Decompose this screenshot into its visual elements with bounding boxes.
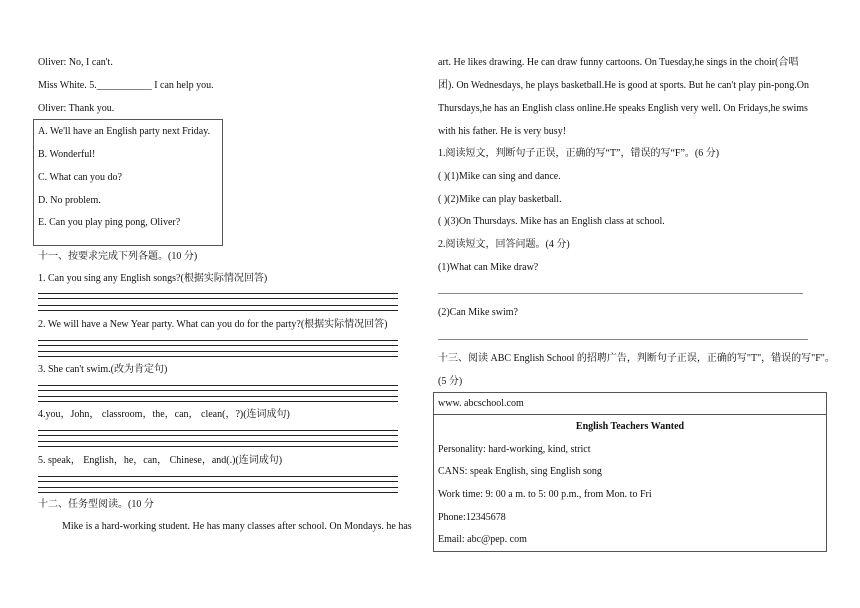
dialog-line-1: Oliver: No, I can't.: [38, 57, 113, 68]
ad-cans: CANS: speak English, sing English song: [438, 466, 602, 477]
answer-line[interactable]: [38, 481, 398, 482]
passage-line-3: Thursdays,he has an English class online.He speaks English very well. On Fridays,he swims: [438, 103, 808, 114]
section-13-score: (5 分): [438, 376, 463, 387]
dialog-line-3: Oliver: Thank you.: [38, 103, 115, 114]
answer-line[interactable]: [38, 435, 398, 436]
ad-heading: English Teachers Wanted: [575, 421, 685, 432]
ad-email: Email: abc@pep. com: [438, 534, 527, 545]
answer-line[interactable]: [38, 293, 398, 294]
answer-line[interactable]: [38, 446, 398, 447]
answer-line[interactable]: [38, 396, 398, 397]
passage-line-4: with his father. He is very busy!: [438, 126, 567, 137]
answer-line[interactable]: [38, 401, 398, 402]
tf-item-1: ( )(1)Mike can sing and dance.: [438, 171, 561, 182]
question-11-2: 2. We will have a New Year party. What can you do for the party?(根据实际情况回答): [38, 319, 388, 330]
option-b: B. Wonderful!: [38, 149, 96, 160]
answer-line[interactable]: [38, 310, 398, 311]
answer-line[interactable]: [38, 476, 398, 477]
answer-line[interactable]: [38, 492, 398, 493]
question-11-3: 3. She can't swim.(改为肯定句): [38, 364, 168, 375]
answer-line[interactable]: [38, 340, 398, 341]
job-advertisement: [433, 392, 827, 552]
answer-line[interactable]: [438, 339, 808, 340]
option-d: D. No problem.: [38, 195, 101, 206]
answer-line[interactable]: [38, 345, 398, 346]
answer-line[interactable]: [38, 487, 398, 488]
answer-line[interactable]: [38, 298, 398, 299]
passage-line-2: 团). On Wednesdays, he plays basketball.He is good at sports. But he can't play pin-pong.On: [438, 80, 810, 91]
answer-line[interactable]: [438, 293, 803, 294]
answer-line[interactable]: [38, 305, 398, 306]
answer-line[interactable]: [38, 441, 398, 442]
answer-line[interactable]: [38, 385, 398, 386]
question-11-5: 5. speak， English，he，can， Chinese，and(.)(连词成句): [38, 455, 283, 466]
option-e: E. Can you play ping pong, Oliver?: [38, 217, 181, 228]
section-11-title: 十一、按要求完成下列各题。(10 分): [38, 251, 198, 262]
question-11-1: 1. Can you sing any English songs?(根据实际情况回答): [38, 273, 268, 284]
section-13-title: 十三、阅读 ABC English School 的招聘广告，判断句子正误，正确的写"T"，错误的写"F"。: [438, 353, 835, 364]
answer-line[interactable]: [38, 356, 398, 357]
tf-item-2: ( )(2)Mike can play basketball.: [438, 194, 562, 205]
passage-line-1: art. He likes drawing. He can draw funny cartoons. On Tuesday,he sings in the choir(合唱: [438, 57, 799, 68]
section-12-title: 十二、任务型阅读。(10 分: [38, 499, 154, 510]
ad-phone: Phone:12345678: [438, 512, 506, 523]
answer-line[interactable]: [38, 390, 398, 391]
option-a: A. We'll have an English party next Friday.: [38, 126, 211, 137]
dialog-line-2: Miss White. 5.___________ I can help you.: [38, 80, 214, 91]
options-box: [33, 119, 223, 246]
ad-divider: [434, 414, 826, 415]
answer-line[interactable]: [38, 430, 398, 431]
answer-line[interactable]: [38, 351, 398, 352]
q2-item-2: (2)Can Mike swim?: [438, 307, 518, 318]
q2-item-1: (1)What can Mike draw?: [438, 262, 539, 273]
tf-item-3: ( )(3)On Thursdays. Mike has an English class at school.: [438, 216, 665, 227]
q1-title: 1.阅读短文，判断句子正误，正确的写“T”，错误的写“F”。(6 分): [438, 148, 720, 159]
q2-title: 2.阅读短文，回答问题。(4 分): [438, 239, 570, 250]
question-11-4: 4.you，John， classroom，the，can， clean(，?)(连词成句): [38, 409, 290, 420]
ad-personality: Personality: hard-working, kind, strict: [438, 444, 591, 455]
ad-work-time: Work time: 9: 00 a m. to 5: 00 p.m., from Mon. to Fri: [438, 489, 652, 500]
passage-start: Mike is a hard-working student. He has many classes after school. On Mondays. he has: [62, 521, 412, 532]
ad-url: www. abcschool.com: [438, 398, 524, 409]
option-c: C. What can you do?: [38, 172, 122, 183]
